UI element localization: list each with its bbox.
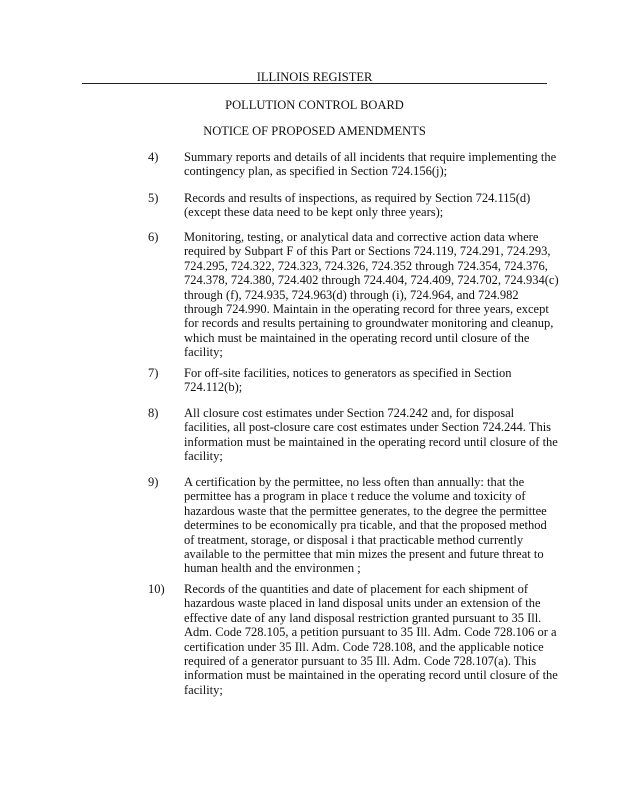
item-text xyxy=(184,366,554,395)
item-text xyxy=(184,150,557,179)
text-line: 724.295, 724.322, 724.323, 724.326, 724.352 through 724.354, 724.376, xyxy=(184,258,548,273)
header-rule xyxy=(82,83,547,84)
text-line: effective date of any land disposal restriction granted pursuant to 35 Ill. xyxy=(184,610,542,625)
text-line: facility; xyxy=(184,345,223,360)
item-number: 5) xyxy=(148,191,159,205)
item-number: 9) xyxy=(148,475,159,489)
text-line: Records and results of inspections, as required by Section 724.115(d) xyxy=(184,191,531,205)
text-line: certification under 35 Ill. Adm. Code 728.108, and the applicable notice xyxy=(184,639,544,654)
text-line: information must be maintained in the operating record until closure of the xyxy=(184,434,558,449)
item-text xyxy=(184,475,554,576)
text-line: A certification by the permittee, no less often than annually: that the xyxy=(184,475,525,489)
text-line: hazardous waste that the permittee generates, to the degree the permittee xyxy=(184,503,547,518)
notice-title: NOTICE OF PROPOSED AMENDMENTS xyxy=(203,124,426,138)
item-number: 7) xyxy=(148,366,159,380)
text-line: through (f), 724.935, 724.963(d) through (i), 724.964, and 724.982 xyxy=(184,287,519,302)
text-line: human health and the environmen ; xyxy=(184,561,361,576)
text-line: 724.112(b); xyxy=(184,380,243,395)
item-text xyxy=(184,191,554,220)
text-line: through 724.990. Maintain in the operating record for three years, except xyxy=(184,302,549,317)
text-line: All closure cost estimates under Section 724.242 and, for disposal xyxy=(184,406,515,420)
text-line: Records of the quantities and date of placement for each shipment of xyxy=(184,582,528,596)
text-line: determines to be economically pra ticable, and that the proposed method xyxy=(184,518,547,533)
register-title: ILLINOIS REGISTER xyxy=(256,70,373,84)
text-line: hazardous waste placed in land disposal units under an extension of the xyxy=(184,596,541,611)
text-line: of treatment, storage, or disposal i that practicable method currently xyxy=(184,532,524,547)
text-line: (except these data need to be kept only three years); xyxy=(184,205,444,220)
text-line: Adm. Code 728.105, a petition pursuant to 35 Ill. Adm. Code 728.106 or a xyxy=(184,625,557,640)
item-text xyxy=(184,230,559,360)
item-number: 10) xyxy=(148,582,165,596)
text-line: facilities, all post-closure care cost estimates under Section 724.244. This xyxy=(184,420,552,435)
item-text xyxy=(184,406,558,464)
text-line: facility; xyxy=(184,682,223,697)
item-number: 4) xyxy=(148,150,159,164)
text-line: contingency plan, as specified in Section 724.156(j); xyxy=(184,164,448,179)
text-line: Summary reports and details of all incidents that require implementing the xyxy=(184,150,557,164)
text-line: facility; xyxy=(184,449,223,464)
text-line: information must be maintained in the operating record until closure of the xyxy=(184,668,558,683)
text-line: For off-site facilities, notices to generators as specified in Section xyxy=(184,366,512,380)
item-number: 6) xyxy=(148,230,159,244)
board-title: POLLUTION CONTROL BOARD xyxy=(225,98,404,112)
item-number: 8) xyxy=(148,406,159,420)
text-line: required by Subpart F of this Part or Sections 724.119, 724.291, 724.293, xyxy=(184,244,551,259)
text-line: 724.378, 724.380, 724.402 through 724.404, 724.409, 724.702, 724.934(c) xyxy=(184,273,559,288)
text-line: available to the permittee that min mizes the present and future threat to xyxy=(184,547,544,562)
text-line: for records and results pertaining to groundwater monitoring and cleanup, xyxy=(184,316,554,331)
text-line: required of a generator pursuant to 35 Ill. Adm. Code 728.107(a). This xyxy=(184,654,537,669)
text-line: which must be maintained in the operating record until closure of the xyxy=(184,330,530,345)
item-text xyxy=(184,582,558,697)
text-line: permittee has a program in place t reduce the volume and toxicity of xyxy=(184,489,526,504)
text-line: Monitoring, testing, or analytical data and corrective action data where xyxy=(184,230,539,244)
